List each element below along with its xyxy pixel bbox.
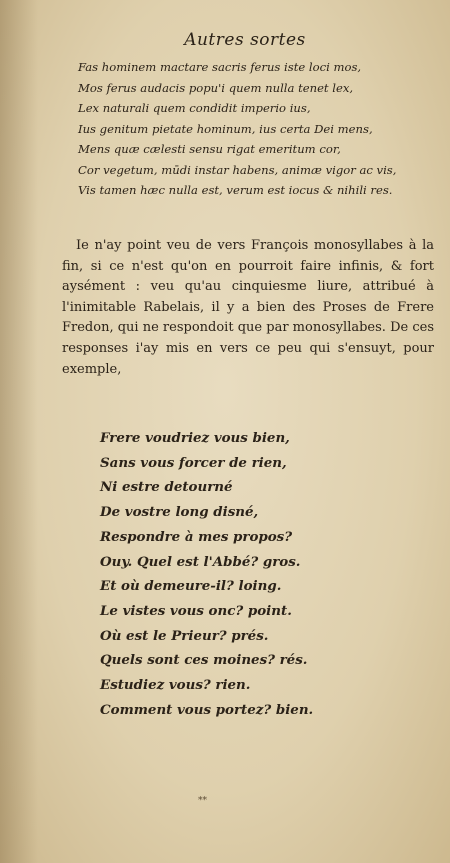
latin-verse-line: Cor vegetum, mūdi instar habens, animæ vigor ac vis, xyxy=(78,162,397,177)
french-verse-line: Où est le Prieur? prés. xyxy=(100,627,269,644)
french-verse-line: Respondre à mes propos? xyxy=(100,528,293,545)
prose-paragraph: Ie n'ay point veu de vers François monosyllabes à la fin, si ce n'est qu'on en pourroit faire infinis, & fort aysément : veu qu'au cinquiesme liure, attribué à l'inimitable Rabelais, il y a bien des Proses de Frere Fredon, qui ne respondoit que par monosyllabes. De ces responses i'ay mis en vers ce peu qui s'ensuyt, pour exemple, xyxy=(62,238,434,377)
printer-mark: ** xyxy=(198,796,207,806)
page-gutter-shadow xyxy=(0,0,38,863)
latin-verse-block xyxy=(78,57,423,201)
latin-verse-line: Ius genitum pietate hominum, ius certa Dei mens, xyxy=(78,121,373,136)
french-verse-line: Frere voudriez vous bien, xyxy=(100,430,290,446)
french-verse-line: De vostre long disné, xyxy=(100,504,259,521)
french-verse-line: Ni estre detourné xyxy=(100,479,233,496)
french-verse-line: Sans vous forcer de rien, xyxy=(100,454,287,471)
latin-verse-line: Vis tamen hæc nulla est, verum est iocus & nihili res. xyxy=(78,183,393,197)
french-verse-line: Comment vous portez? bien. xyxy=(100,701,314,718)
latin-verse-line: Mos ferus audacis popu'i quem nulla tenet lex, xyxy=(78,80,354,95)
french-verse-line: Ouy. Quel est l'Abbé? gros. xyxy=(100,553,301,570)
latin-verse-line: Lex naturali quem condidit imperio ius, xyxy=(78,101,311,115)
french-verse-line: Et où demeure-il? loing. xyxy=(100,578,282,595)
french-verse-line: Estudiez vous? rien. xyxy=(100,677,251,694)
latin-verse-line: Mens quæ cælesti sensu rigat emeritum cor, xyxy=(78,142,341,156)
french-verse-block xyxy=(100,426,400,722)
french-verse-line: Quels sont ces moines? rés. xyxy=(100,652,308,669)
latin-verse-line: Fas hominem mactare sacris ferus iste loci mos, xyxy=(78,60,362,74)
running-title: Autres sortes xyxy=(184,30,306,50)
prose-paragraph-block xyxy=(62,236,434,380)
french-verse-line: Le vistes vous onc? point. xyxy=(100,602,292,619)
